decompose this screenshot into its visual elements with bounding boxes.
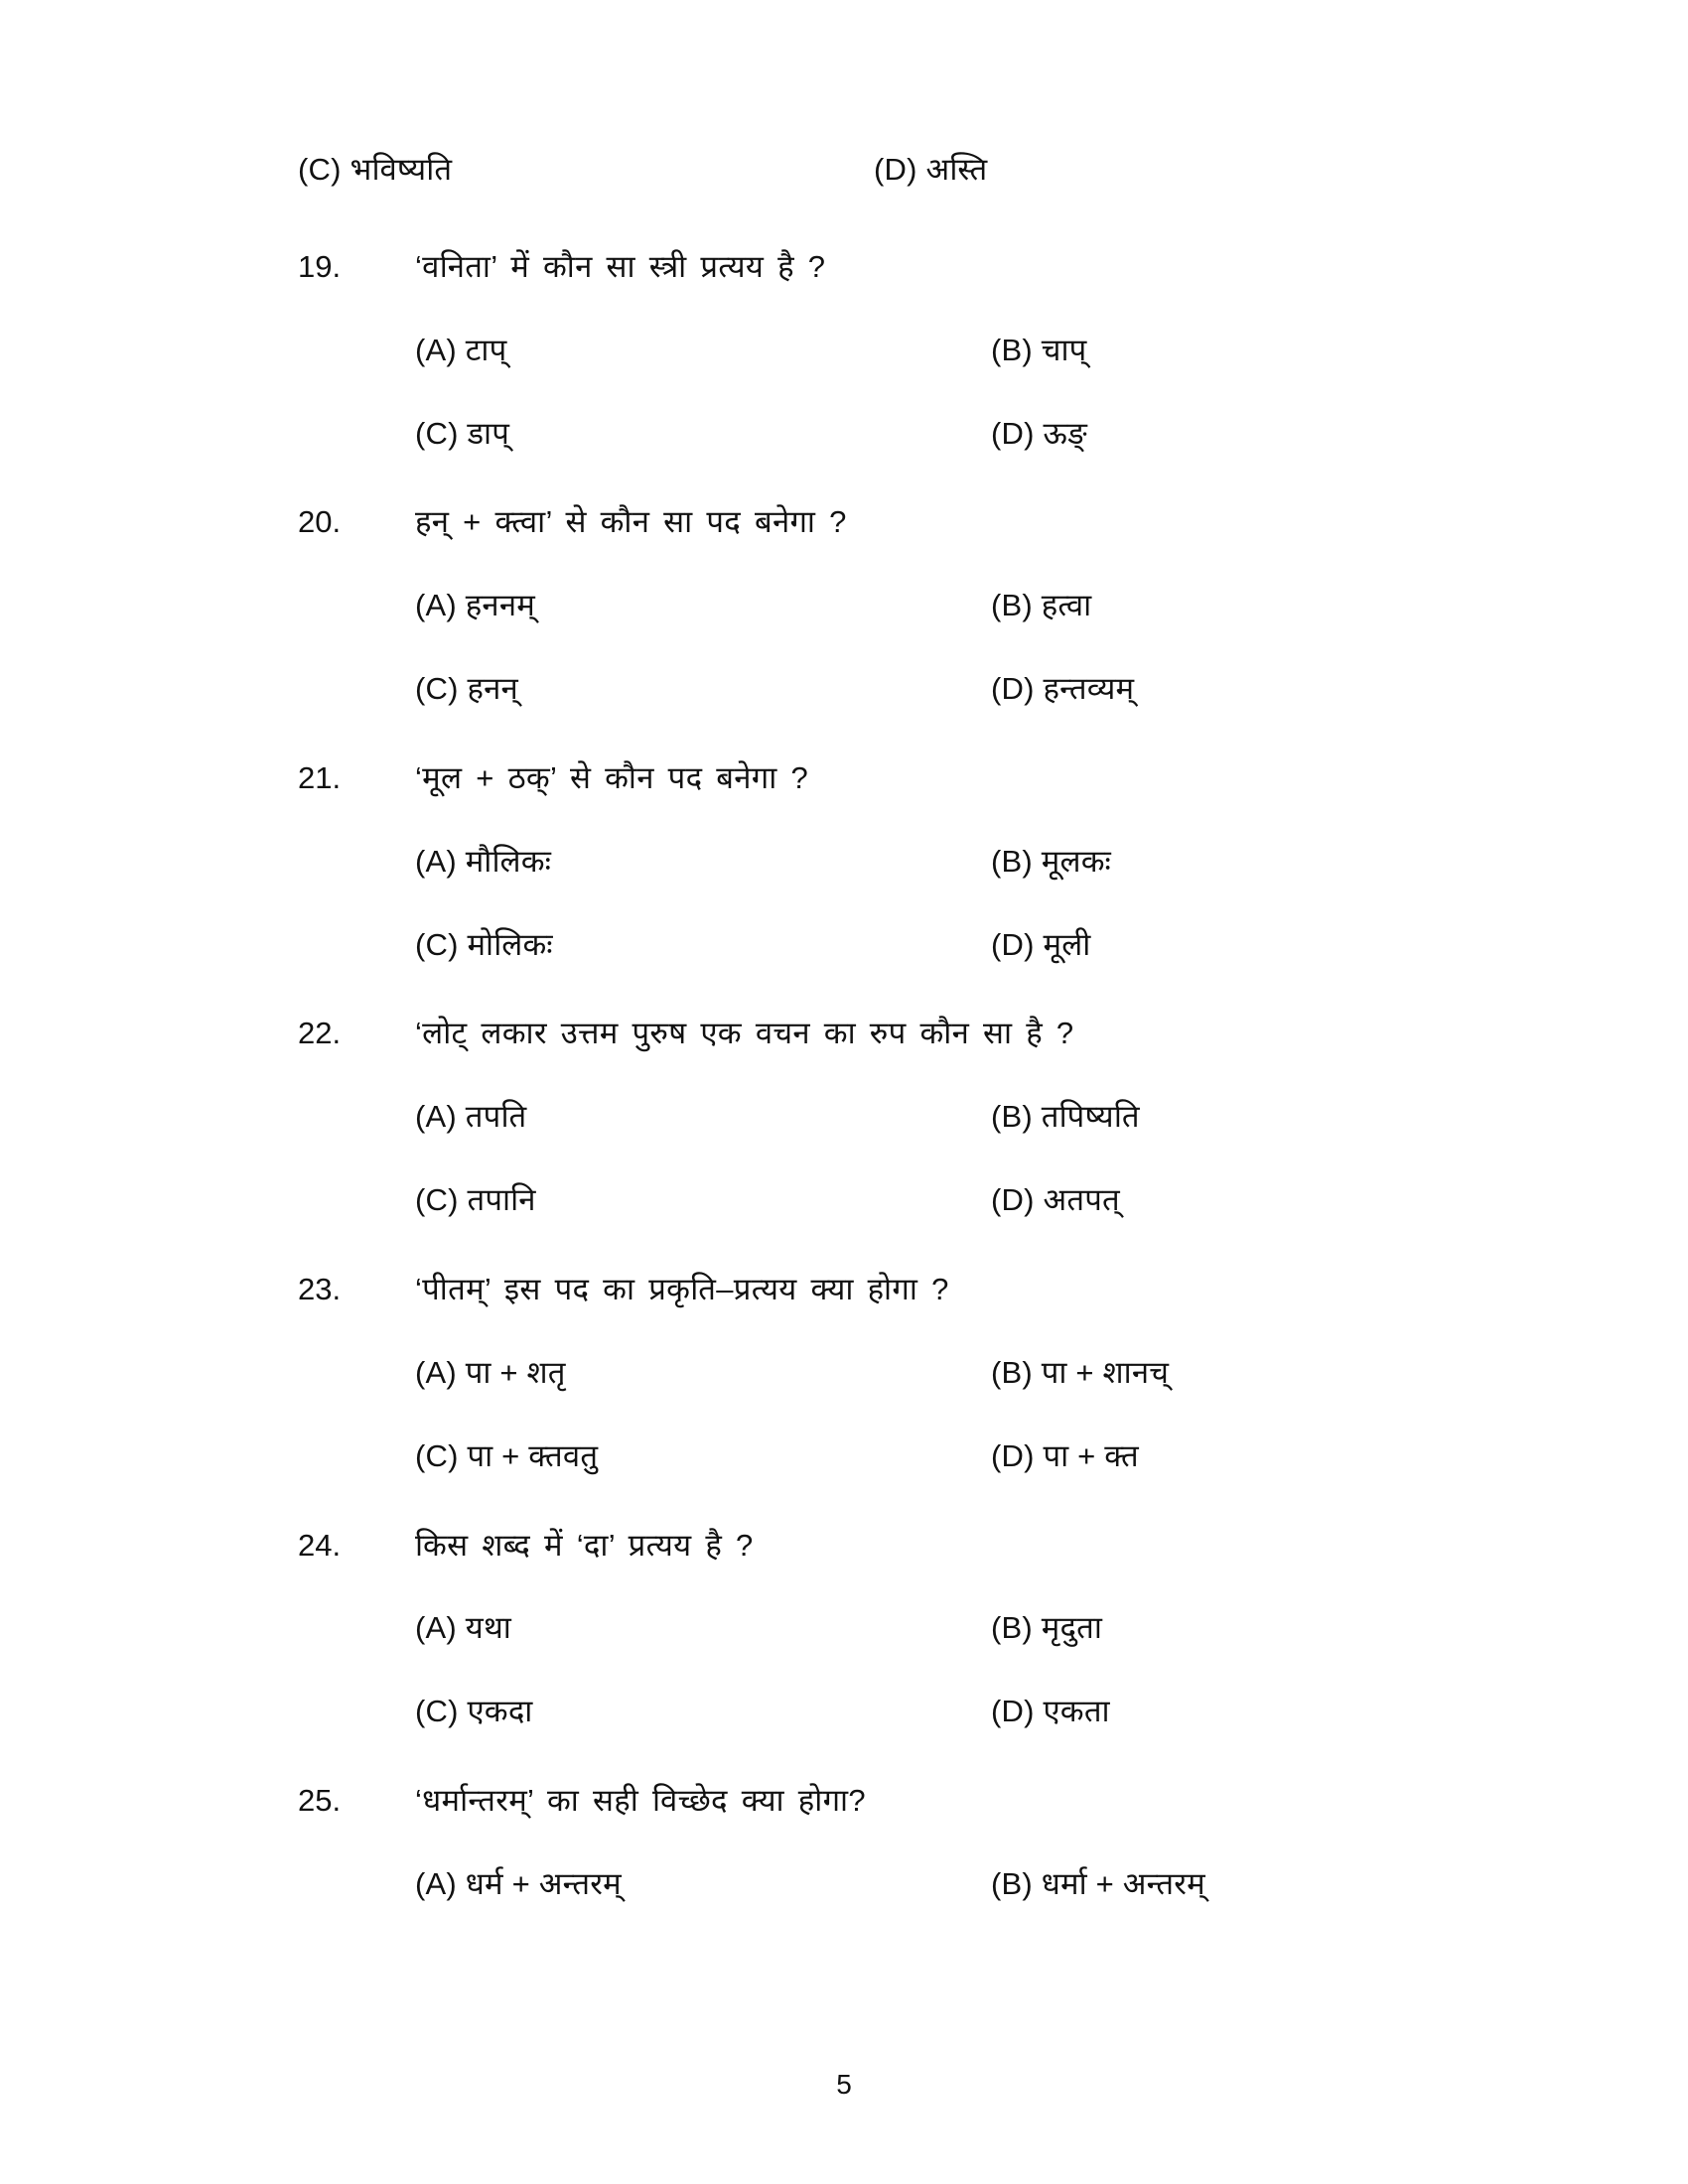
question-19 — [298, 246, 1479, 455]
question-20-option-c[interactable] — [415, 668, 991, 710]
question-24-text: किस शब्द में ‘दा’ प्रत्यय है ? — [415, 1527, 754, 1563]
question-21-number: 21. — [298, 759, 342, 795]
option-row — [415, 924, 1479, 966]
option-label: (A) — [415, 843, 457, 879]
question-21-option-a[interactable] — [415, 841, 991, 883]
option-text: धर्म + अन्तरम् — [465, 1865, 622, 1901]
spacer — [298, 965, 1479, 1013]
option-row — [415, 330, 1479, 371]
option-label: (C) — [415, 1694, 459, 1729]
question-22-option-a[interactable] — [415, 1096, 991, 1138]
spacer — [298, 191, 1479, 246]
question-21-options — [415, 841, 1479, 966]
option-text: पा + क्त — [1043, 1437, 1139, 1473]
option-label: (D) — [991, 671, 1035, 707]
option-row — [415, 413, 1479, 455]
option-row — [415, 1863, 1479, 1905]
question-20-option-d[interactable] — [991, 668, 1479, 710]
option-row — [415, 1607, 1479, 1649]
question-22-option-c[interactable] — [415, 1179, 991, 1221]
question-22-option-d[interactable] — [991, 1179, 1479, 1221]
spacer — [415, 1649, 1479, 1691]
question-21-option-c[interactable] — [415, 924, 991, 966]
question-21-text: ‘मूल + ठक्’ से कौन पद बनेगा ? — [415, 759, 808, 795]
spacer — [298, 1477, 1479, 1525]
question-19-text: ‘वनिता’ में कौन सा स्त्री प्रत्यय है ? — [415, 248, 826, 284]
option-text: एकता — [1043, 1694, 1110, 1729]
option-text: हन्तव्यम् — [1043, 671, 1135, 707]
spacer — [298, 1566, 1479, 1607]
carryover-option-d — [874, 149, 1479, 191]
option-label: (A) — [415, 588, 457, 623]
option-label: (D) — [991, 926, 1035, 962]
question-25-heading — [298, 1780, 1479, 1822]
option-text: हत्वा — [1041, 588, 1092, 623]
spacer — [298, 1221, 1479, 1269]
option-label: (A) — [415, 1610, 457, 1646]
option-label: (C) — [415, 1437, 459, 1473]
question-22-text: ‘लोट् लकार उत्तम पुरुष एक वचन का रुप कौन सा है ? — [415, 1016, 1074, 1051]
spacer — [298, 543, 1479, 585]
option-label: (A) — [415, 332, 457, 367]
option-row — [415, 1691, 1479, 1732]
option-text: टाप् — [465, 332, 507, 367]
question-23-number: 23. — [298, 1271, 342, 1306]
question-23-text: ‘पीतम्’ इस पद का प्रकृति–प्रत्यय क्या होगा ? — [415, 1271, 949, 1306]
option-text: चाप् — [1041, 332, 1087, 367]
option-text: यथा — [465, 1610, 511, 1646]
question-25-option-a[interactable] — [415, 1863, 991, 1905]
spacer — [415, 1138, 1479, 1179]
carryover-option-c — [298, 149, 874, 191]
option-text: तपानि — [467, 1182, 536, 1218]
option-text: मूलकः — [1041, 843, 1111, 879]
question-22 — [298, 1013, 1479, 1221]
question-22-options — [415, 1096, 1479, 1221]
spacer — [298, 288, 1479, 330]
spacer — [298, 710, 1479, 757]
option-row — [415, 1435, 1479, 1477]
option-row — [415, 668, 1479, 710]
spacer — [415, 371, 1479, 413]
option-label: (D) — [991, 1694, 1035, 1729]
question-21 — [298, 757, 1479, 966]
option-text: पा + क्तवतु — [467, 1437, 599, 1473]
question-24-options — [415, 1607, 1479, 1732]
question-25-options — [415, 1863, 1479, 1905]
option-label: (D) — [991, 1182, 1035, 1218]
option-label: (D) — [991, 1437, 1035, 1473]
carryover-option-c-text: भविष्यति — [350, 152, 453, 187]
question-23-heading — [298, 1269, 1479, 1310]
question-22-option-b[interactable] — [991, 1096, 1479, 1138]
question-25-text: ‘धर्मान्तरम्’ का सही विच्छेद क्या होगा? — [415, 1783, 866, 1819]
carryover-option-c-label: (C) — [298, 152, 342, 187]
question-25-option-b[interactable] — [991, 1863, 1479, 1905]
question-20-options — [415, 585, 1479, 710]
carryover-option-d-label: (D) — [874, 152, 917, 187]
option-label: (B) — [991, 1354, 1033, 1390]
question-24-option-a[interactable] — [415, 1607, 991, 1649]
question-24-option-b[interactable] — [991, 1607, 1479, 1649]
option-text: डाप् — [467, 415, 510, 451]
spacer — [298, 1822, 1479, 1863]
option-text: हननम् — [465, 588, 535, 623]
question-19-number: 19. — [298, 248, 342, 284]
question-21-option-d[interactable] — [991, 924, 1479, 966]
question-23-option-b[interactable] — [991, 1352, 1479, 1394]
carryover-option-d-text: अस्ति — [925, 152, 988, 187]
option-label: (B) — [991, 332, 1033, 367]
option-label: (B) — [991, 1099, 1033, 1135]
option-label: (B) — [991, 843, 1033, 879]
option-label: (C) — [415, 1182, 459, 1218]
option-label: (B) — [991, 1610, 1033, 1646]
option-text: मोलिकः — [467, 926, 553, 962]
question-20-option-a[interactable] — [415, 585, 991, 626]
option-text: तपिष्यति — [1041, 1099, 1140, 1135]
option-row — [415, 1352, 1479, 1394]
question-24-number: 24. — [298, 1527, 342, 1563]
question-20 — [298, 501, 1479, 710]
question-23-option-a[interactable] — [415, 1352, 991, 1394]
option-row — [415, 585, 1479, 626]
spacer — [298, 1054, 1479, 1096]
option-text: मूली — [1043, 926, 1091, 962]
question-22-heading — [298, 1013, 1479, 1054]
question-19-option-d[interactable] — [991, 413, 1479, 455]
spacer — [298, 799, 1479, 841]
question-25 — [298, 1780, 1479, 1905]
option-text: एकदा — [467, 1694, 533, 1729]
page-number: 5 — [836, 2069, 852, 2100]
question-19-heading — [298, 246, 1479, 288]
spacer — [298, 1310, 1479, 1352]
option-row — [415, 841, 1479, 883]
question-21-option-b[interactable] — [991, 841, 1479, 883]
option-row — [415, 1179, 1479, 1221]
option-row — [415, 1096, 1479, 1138]
question-23-option-d[interactable] — [991, 1435, 1479, 1477]
question-19-options — [415, 330, 1479, 455]
spacer — [415, 883, 1479, 924]
spacer — [415, 1394, 1479, 1435]
option-label: (B) — [991, 1865, 1033, 1901]
option-text: मृदुता — [1041, 1610, 1103, 1646]
question-19-option-b[interactable] — [991, 330, 1479, 371]
carryover-option-row — [298, 149, 1479, 191]
question-24-option-c[interactable] — [415, 1691, 991, 1732]
option-label: (D) — [991, 415, 1035, 451]
spacer — [415, 626, 1479, 668]
question-21-heading — [298, 757, 1479, 799]
option-label: (A) — [415, 1865, 457, 1901]
question-20-text: हन् + क्त्वा’ से कौन सा पद बनेगा ? — [415, 504, 847, 540]
question-25-number: 25. — [298, 1783, 342, 1819]
question-22-number: 22. — [298, 1016, 342, 1051]
question-24-option-d[interactable] — [991, 1691, 1479, 1732]
spacer — [298, 1732, 1479, 1780]
question-20-number: 20. — [298, 504, 342, 540]
question-20-heading — [298, 501, 1479, 543]
question-19-option-a[interactable] — [415, 330, 991, 371]
option-text: हनन् — [467, 671, 518, 707]
option-text: तपति — [465, 1099, 527, 1135]
question-20-option-b[interactable] — [991, 585, 1479, 626]
option-label: (B) — [991, 588, 1033, 623]
option-text: धर्मा + अन्तरम् — [1041, 1865, 1205, 1901]
question-23-option-c[interactable] — [415, 1435, 991, 1477]
option-label: (A) — [415, 1354, 457, 1390]
option-label: (C) — [415, 671, 459, 707]
option-text: पा + शानच् — [1041, 1354, 1170, 1390]
question-24 — [298, 1525, 1479, 1733]
option-text: अतपत् — [1043, 1182, 1120, 1218]
option-label: (C) — [415, 415, 459, 451]
spacer — [298, 454, 1479, 501]
option-label: (A) — [415, 1099, 457, 1135]
option-label: (C) — [415, 926, 459, 962]
question-19-option-c[interactable] — [415, 413, 991, 455]
option-text: ऊङ् — [1043, 415, 1087, 451]
question-23 — [298, 1269, 1479, 1477]
question-24-heading — [298, 1525, 1479, 1567]
question-23-options — [415, 1352, 1479, 1477]
option-text: पा + शतृ — [465, 1354, 566, 1390]
option-text: मौलिकः — [465, 843, 552, 879]
